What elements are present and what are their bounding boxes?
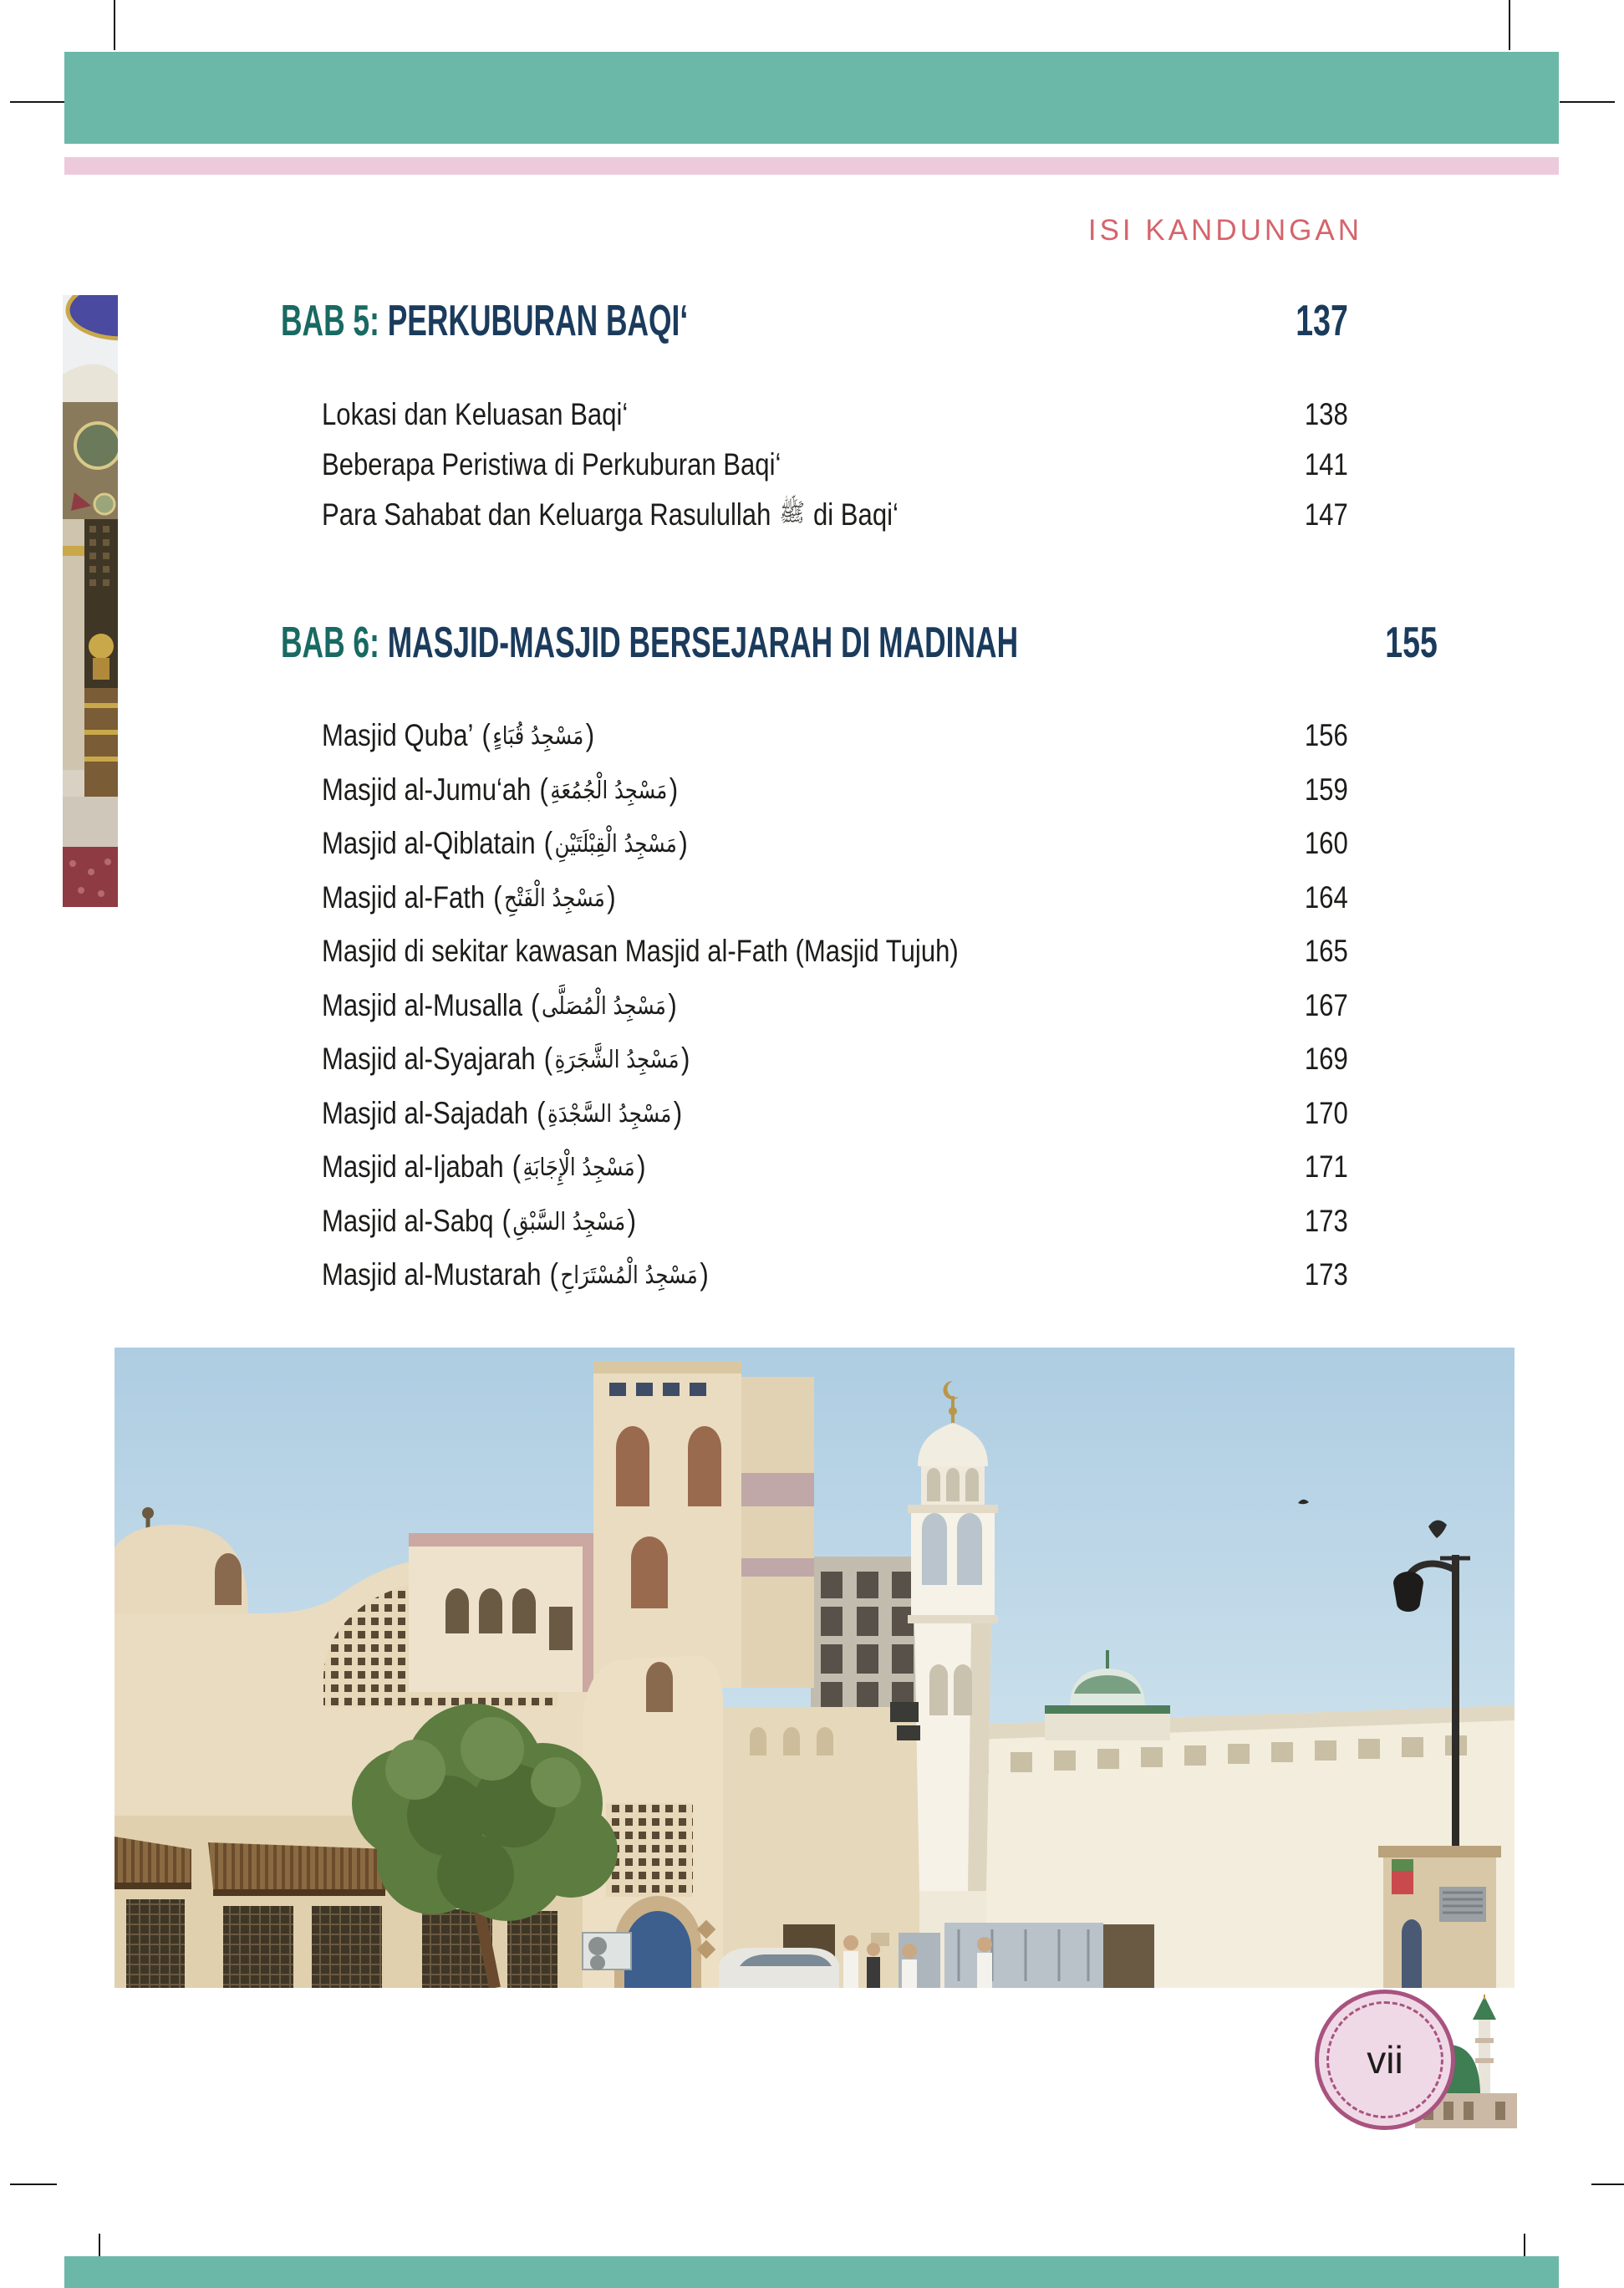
toc-entry — [281, 817, 1348, 871]
arabic-name: ( مَسْجِدُ السَّجْدَةِ ) — [537, 1096, 682, 1131]
toc-entry — [281, 979, 1348, 1033]
mosque-interior-strip-photo — [63, 295, 118, 907]
header-pink-bar — [64, 157, 1559, 175]
toc-entry — [281, 763, 1348, 818]
entry-page-number: 170 — [1305, 1095, 1348, 1130]
salawat-symbol: ﷺ — [779, 497, 805, 527]
toc-entry — [281, 871, 1348, 925]
footer-teal-bar — [64, 2256, 1559, 2288]
bab6-entries — [281, 709, 1348, 1302]
blue-door — [624, 1911, 691, 1988]
arabic-name: ( مَسْجِدُ الشَّجَرَةِ ) — [544, 1042, 690, 1077]
mosque-street-illustration — [115, 1348, 1515, 1988]
chapter-title: PERKUBURAN BAQI‘ — [387, 297, 689, 345]
crop-mark-bottom-right-h — [1591, 2184, 1624, 2185]
arabic-name: ( مَسْجِدُ السَّبْقِ ) — [502, 1204, 636, 1239]
kiosk — [1378, 1846, 1501, 1988]
chapter-label: BAB 6: — [281, 619, 379, 667]
toc-entry — [281, 1248, 1348, 1302]
toc-entry — [281, 1032, 1348, 1087]
entry-title: Masjid Quba’ — [322, 718, 474, 753]
entry-title: Beberapa Peristiwa di Perkuburan Baqi‘ — [322, 447, 781, 482]
arabic-name: ( مَسْجِدُ الْجُمُعَةِ ) — [540, 772, 679, 808]
running-head: ISI KANDUNGAN — [1087, 214, 1362, 247]
cream-tower — [593, 1362, 814, 1688]
toc-entry — [281, 440, 1348, 490]
bab5-entries — [281, 390, 1348, 540]
entry-title: Masjid di sekitar kawasan Masjid al-Fath (Masjid Tujuh) — [322, 934, 959, 969]
toc-entry — [281, 925, 1348, 979]
arabic-name: ( مَسْجِدُ الْإِجَابَةِ ) — [512, 1149, 646, 1185]
entry-page-number: 138 — [1305, 397, 1348, 431]
entry-page-number: 171 — [1305, 1149, 1348, 1185]
arabic-name: ( مَسْجِدُ الْمُسْتَرَاحِ ) — [550, 1257, 709, 1292]
toc-entry — [281, 1195, 1348, 1249]
entry-page-number: 173 — [1305, 1203, 1348, 1238]
crop-mark-top-left-v — [114, 0, 115, 50]
entry-page-number: 164 — [1305, 879, 1348, 915]
page-number: vii — [1367, 2038, 1403, 2082]
entry-title: Masjid al-Musalla — [322, 987, 523, 1022]
toc-entry — [281, 1140, 1348, 1195]
crop-mark-bottom-left-h — [10, 2184, 57, 2185]
entry-title: Lokasi dan Keluasan Baqi‘ — [322, 397, 629, 431]
page-number-badge — [1315, 1990, 1455, 2130]
crop-mark-top-left-h — [10, 101, 65, 103]
arabic-name: ( مَسْجِدُ الْمُصَلَّى ) — [531, 988, 677, 1023]
header-teal-bar — [64, 52, 1559, 144]
entry-page-number: 160 — [1305, 826, 1348, 861]
entry-page-number: 169 — [1305, 1042, 1348, 1077]
entry-page-number: 156 — [1305, 718, 1348, 753]
lattice-panel — [606, 1803, 693, 1897]
entry-title: Masjid al-Sajadah — [322, 1095, 529, 1130]
entry-title: Masjid al-Ijabah — [322, 1149, 504, 1185]
chapter-heading-bab6 — [281, 616, 1438, 670]
mosque-street-photo — [115, 1348, 1515, 1988]
entry-page-number: 147 — [1305, 497, 1348, 532]
entry-title: Masjid al-Jumu‘ah — [322, 772, 532, 807]
entry-page-number: 173 — [1305, 1257, 1348, 1292]
entry-page-number: 165 — [1305, 934, 1348, 969]
crop-mark-top-right-v — [1509, 0, 1510, 50]
chapter-label: BAB 5: — [281, 297, 379, 345]
crop-mark-top-right-h — [1560, 101, 1615, 103]
entry-title: Masjid al-Mustarah — [322, 1257, 542, 1292]
entry-page-number: 141 — [1305, 447, 1348, 482]
entry-title: Masjid al-Syajarah — [322, 1042, 536, 1077]
minaret-window — [922, 1513, 947, 1585]
arabic-name: ( مَسْجِدُ الْفَتْحِ ) — [493, 880, 615, 915]
entry-page-number: 159 — [1305, 772, 1348, 807]
chapter-title: MASJID-MASJID BERSEJARAH DI MADINAH — [387, 619, 1019, 667]
entry-title: Masjid al-Sabq — [322, 1203, 494, 1238]
entry-title: Masjid al-Fath — [322, 879, 486, 915]
toc-entry — [281, 390, 1348, 440]
chapter-page-number: 137 — [1296, 297, 1348, 345]
arabic-name: ( مَسْجِدُ الْقِبْلَتَيْنِ ) — [544, 826, 688, 861]
arabic-name: ( مَسْجِدُ قُبَاءٍ ) — [481, 718, 594, 753]
chapter-page-number: 155 — [1385, 619, 1438, 667]
chapter-heading-bab5 — [281, 294, 1348, 348]
entry-title-suffix: di Baqi‘ — [812, 497, 899, 532]
minaret-window — [957, 1513, 982, 1585]
toc-entry — [281, 490, 1348, 540]
mosque-interior-illustration — [63, 295, 118, 907]
entry-page-number: 167 — [1305, 987, 1348, 1022]
toc-entry — [281, 1087, 1348, 1141]
entry-title: Masjid al-Qiblatain — [322, 826, 536, 861]
entry-title: Para Sahabat dan Keluarga Rasulullah — [322, 497, 771, 532]
table-of-contents — [281, 294, 1438, 1302]
toc-entry — [281, 709, 1348, 763]
